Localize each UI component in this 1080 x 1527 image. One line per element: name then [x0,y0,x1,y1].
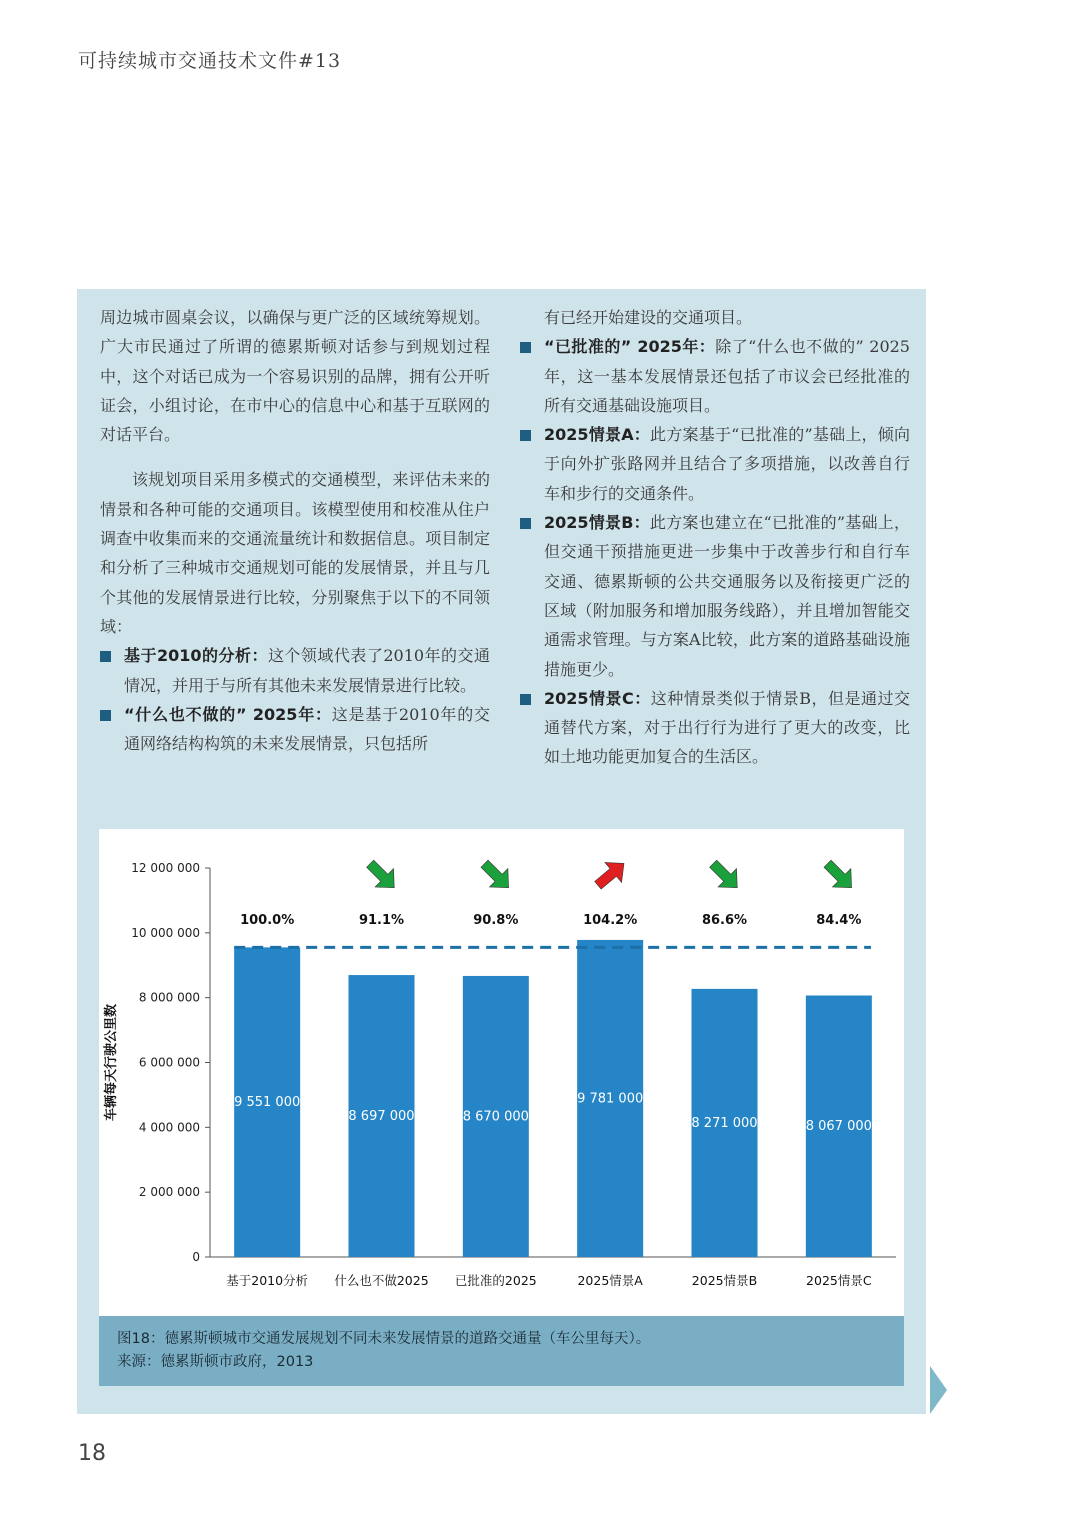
bullet-scenario-c [520,684,910,772]
bar-value-label: 8 271 000 [691,1115,758,1131]
caption-source: 来源：德累斯顿市政府，2013 [117,1354,314,1370]
y-tick-label: 4 000 000 [138,1120,200,1135]
bullet-text: 这个领域代表了2010年的交通情况，并用于与所有其他未来发展情景进行比较。 [124,646,490,695]
percent-label: 86.6% [701,913,748,928]
bar-value-label: 8 670 000 [462,1109,529,1125]
percent-label: 100.0% [240,913,295,928]
trend-down-arrow-icon [704,854,746,896]
x-category-label: 基于2010分析 [226,1273,309,1288]
bullet-square-icon [520,518,531,529]
chart-canvas [99,829,904,1316]
y-tick-label: 8 000 000 [138,990,200,1005]
bar-value-label: 8 067 000 [805,1119,872,1135]
bullet-scenario-a [520,420,910,508]
bullet-label: “已批准的” 2025年： [544,337,716,357]
bullet-label: “什么也不做的” 2025年： [124,704,332,724]
bullet-label: 2025情景B： [544,513,650,533]
bullet-text: 这是基于2010年的交通网络结构构筑的未来发展情景，只包括所 [124,704,490,754]
bar-value-label: 8 697 000 [348,1109,415,1125]
left-column [100,303,490,758]
trend-up-arrow-icon [590,853,633,895]
x-category-label: 什么也不做2025 [334,1273,429,1288]
bar-value-label: 9 781 000 [577,1091,644,1107]
x-category-label: 2025情景A [577,1273,643,1288]
bullet-approved-2025 [520,332,910,420]
page-number: 18 [78,1441,106,1466]
caption-line: 图18：德累斯顿城市交通发展规划不同未来发展情景的道路交通量（车公里每天）。 [117,1331,651,1347]
bullet-text: 此方案基于“已批准的”基础上，倾向于向外扩张路网并且结合了多项措施，以改善自行车和步行的交通条件。 [544,425,910,503]
percent-label: 104.2% [583,913,638,928]
figure-caption [99,1316,904,1386]
trend-down-arrow-icon [475,854,517,896]
bullet-continuation: 有已经开始建设的交通项目。 [544,308,753,327]
x-category-label: 已批准的2025 [454,1273,537,1288]
bullet-do-nothing-2025 [100,700,490,759]
traffic-volume-chart [99,829,904,1316]
y-tick-label: 10 000 000 [131,925,200,940]
bullet-square-icon [520,342,531,353]
y-tick-label: 0 [192,1250,200,1264]
paragraph-1: 周边城市圆桌会议，以确保与更广泛的区域统筹规划。广大市民通过了所谓的德累斯顿对话参与到规划过程中，这个对话已成为一个容易识别的品牌，拥有公开听证会，小组讨论，在市中心的信息中心和基于互联网的对话平台。 [100,308,490,445]
bullet-text: 此方案也建立在“已批准的”基础上，但交通干预措施更进一步集中于改善步行和自行车交通、德累斯顿的公共交通服务以及衔接更广泛的区域（附加服务和增加服务线路），并且增加智能交通需求管理。与方案A比较，此方案的道路基础设施措施更少。 [544,513,910,679]
bullet-scenario-b [520,508,910,684]
bar-value-label: 9 551 000 [234,1095,301,1111]
bullet-square-icon [100,710,111,721]
percent-label: 91.1% [358,913,405,928]
y-tick-label: 6 000 000 [138,1055,200,1070]
bullet-baseline-2010 [100,641,490,700]
bullet-square-icon [520,430,531,441]
x-category-label: 2025情景B [691,1273,758,1288]
bullet-text: 除了“什么也不做的” 2025年，这一基本发展情景还包括了市议会已经批准的所有交通基础设施项目。 [544,337,910,415]
bullet-label: 基于2010的分析： [124,646,268,666]
bullet-text: 这种情景类似于情景B，但是通过交通替代方案，对于出行行为进行了更大的改变，比如土地功能更加复合的生活区。 [544,688,910,767]
bullet-label: 2025情景C： [544,688,651,708]
right-column [520,303,910,772]
next-page-arrow-icon [930,1366,947,1414]
trend-down-arrow-icon [818,854,860,896]
paragraph-2: 该规划项目采用多模式的交通模型，来评估未来的情景和各种可能的交通项目。该模型使用和校准从住户调查中收集而来的交通流量统计和数据信息。项目制定和分析了三种城市交通规划可能的发展情景，并且与几个其他的发展情景进行比较，分别聚焦于以下的不同领域： [100,470,490,636]
bullet-square-icon [520,694,531,705]
bullet-square-icon [100,651,111,662]
x-category-label: 2025情景C [806,1273,872,1288]
y-tick-label: 12 000 000 [131,861,200,875]
percent-label: 84.4% [816,913,862,928]
document-title: 可持续城市交通技术文件#13 [78,50,342,72]
y-axis-title: 车辆每天行驶公里数 [104,1003,119,1122]
bullet-label: 2025情景A： [544,425,651,445]
trend-down-arrow-icon [361,854,403,896]
y-tick-label: 2 000 000 [138,1185,200,1200]
percent-label: 90.8% [473,913,519,928]
